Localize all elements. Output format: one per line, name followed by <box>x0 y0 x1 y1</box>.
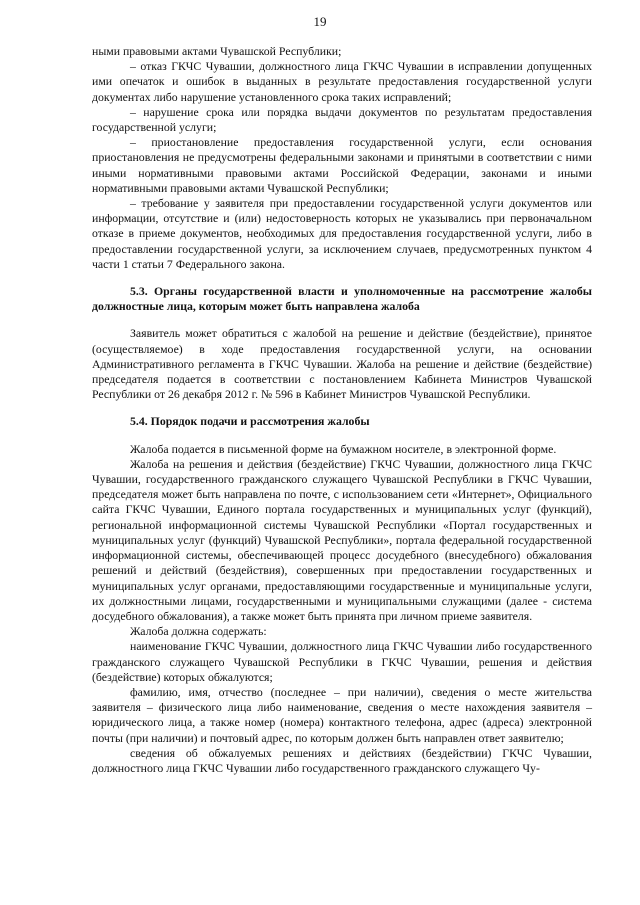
section-heading-5-4: 5.4. Порядок подачи и рассмотрения жалобы <box>130 414 370 429</box>
section-heading-5-3: 5.3. Органы государственной власти и уполномоченные на рассмотрение жалобы должностные лица, которым может быть направлена жалоба <box>92 284 592 314</box>
paragraph: фамилию, имя, отчество (последнее – при наличии), сведения о месте жительства заявителя – физического лица либо наименование, сведения о месте нахождения заявителя – юридического лица, а также номер (номера) контактного телефона, адрес (адреса) электронной почты (при наличии) и почтовый адрес, по которым должен быть направлен ответ заявителю; <box>92 684 592 745</box>
paragraph: Заявитель может обратиться с жалобой на решение и действие (бездействие), принятое (осуществляемое) в ходе предоставления государственной услуги, на основании Административного регламента в ГКЧС Чувашии. Жалоба на решение и действие (бездействие) председателя подается в соответствии с постановлением Кабинета Министров Чувашской Республики от 26 декабря 2012 г. № 596 в Кабинет Министров Чувашской Республики. <box>92 326 592 402</box>
paragraph: сведения об обжалуемых решениях и действиях (бездействии) ГКЧС Чувашии, должностного лица ГКЧС Чувашии либо государственного гражданского служащего Чу- <box>92 745 592 775</box>
page-number: 19 <box>313 14 327 29</box>
paragraph: Жалоба на решения и действия (бездействие) ГКЧС Чувашии, должностного лица ГКЧС Чувашии, государственного гражданского служащего Чувашской Республики в ГКЧС Чувашии, председателя может быть направлена по почте, с использованием сети «Интернет», Официального сайта ГКЧС Чувашии, Единого портала государственных и муниципальных услуг (функций), региональной информационной системы Чувашской Республики «Портал государственных и муниципальных услуг (функций) Чувашской Республики», портала федеральной государственной информационной системы, обеспечивающей процесс досудебного (внесудебного) обжалования решений и действий (бездействия), совершенных при предоставлении государственных и муниципальных услуг органами, предоставляющими государственные и муниципальные услуги, их должностными лицами, государственными и муниципальными служащими (далее - система досудебного обжалования), а также может быть принята при личном приеме заявителя. <box>92 456 592 623</box>
paragraph: – приостановление предоставления государственной услуги, если основания приостановления не предусмотрены федеральными законами и принятыми в соответствии с ними иными нормативными правовыми актами Российской Федерации, законами и иными нормативными правовыми актами Чувашской Республики; <box>92 135 592 195</box>
paragraph: наименование ГКЧС Чувашии, должностного лица ГКЧС Чувашии либо государственного гражданского служащего Чувашской Республики в ГКЧС Чувашии, решения и действия (бездействие) которых обжалуются; <box>92 639 592 684</box>
paragraph: Жалоба подается в письменной форме на бумажном носителе, в электронной форме. <box>130 441 557 456</box>
paragraph: – требование у заявителя при предоставлении государственной услуги документов или информации, отсутствие и (или) недостоверность которых не указывались при первоначальном отказе в приеме документов, необходимых для предоставления государственной услуги, либо в предоставлении государственной услуги, за исключением случаев, предусмотренных пунктом 4 части 1 статьи 7 Федерального закона. <box>92 196 592 271</box>
document-body <box>92 44 592 776</box>
paragraph: – отказ ГКЧС Чувашии, должностного лица ГКЧС Чувашии в исправлении допущенных ими опечаток и ошибок в выданных в результате предоставления государственной услуги документах либо нарушение установленного срока таких исправлений; <box>92 59 592 104</box>
paragraph: ными правовыми актами Чувашской Республики; <box>92 44 342 58</box>
paragraph: – нарушение срока или порядка выдачи документов по результатам предоставления государственной услуги; <box>92 104 592 135</box>
paragraph: Жалоба должна содержать: <box>130 624 267 639</box>
